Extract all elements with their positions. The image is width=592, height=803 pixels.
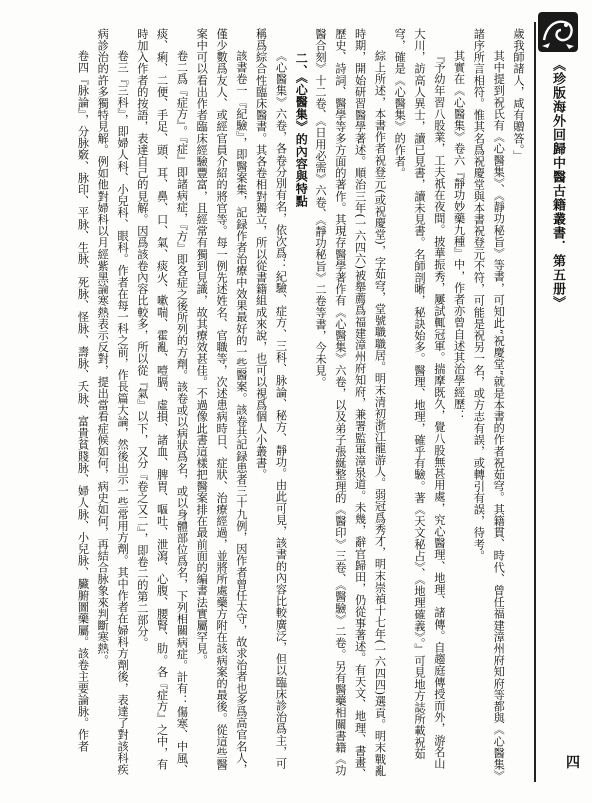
paragraph: 卷二爲『症方』。『症』即諸病症，『方』即各症之後所列的方劑。該卷或以病狀爲名，或以身體部位爲名，下列相關病症。計有：傷寒、中風、痰、痢、二便、手足、頭、耳、鼻、口、氣、痰火、嗽喘、霍亂、噎膈、虛損、諸血、脾胃、嘔吐、泄瀉、心腹、腰腎、肋。各『症方』之中，有時加入作者的按語，表達自己的見解。因爲該卷內容比較多，所以從『氣』以下，又分『卷之又二』，即卷二的第二部分。 [135,28,189,776]
paragraph: 卷四『脉論』，分脉竅、脉印、平脉、生脉、死脉、怪脉、壽脉、夭脉、富貴貧賤脉、婦人脉、小兒脉、臟腑圖藥屬。該卷主要論脉。作者 [76,50,90,753]
paragraph: 卷三『三科』，即婦人科、小兒科、眼科。作者在每一科之前，作長篇大論，然後出示一些常用方劑。其中作者在婦科方劑後，表達了對該科疾病診治的許多獨特見解。例如他對婦科以月經紫黑論寒熱表示反對，提出當看症候如何，病史如何，再結合脉象來判斷寒熱。 [96,28,130,776]
header-divider [534,22,536,782]
section-heading: 二、《心醫集》的內容與特點 [294,52,309,208]
paragraph: 其中提到祝氏有《心醫集》、《靜功秘旨》等書，可知此“祝慶堂”就是本書的作者祝茹穹。其籍貫、時代、曾任福建漳州府知府等都與《心醫集》諸序所言相符。惟其名爲祝慶堂與本書祝登元不符，可能是祝另一名，或方志有誤，或轉引有誤，待考。 [472,28,506,777]
dragon-seal-icon [536,10,580,54]
paragraph: 該書卷一『紀驗』，即醫案集，記録作者治療中效果最好的一些醫案。該卷共記録患者三十九例，因作者曾任太守，故求治者也多爲高官名人，僅少數爲友人、或經官員介紹的將官等。每一例先述姓名、官職等，次述患病時日、症狀、治療經過，並將所處藥方附在該病案的最後。從這些醫案中可以看出作者臨床經驗豐富，且經常有獨到見識，故其療效甚佳。不過像此書這樣把醫案排在最前面的編書法實屬罕見。 [195,28,248,776]
paragraph: 『予幼年習八股業，工夫祇在夜間。披華振秀，屢試輒冠軍。揣摩既久，覺八股無甚用處，究心醫理、地理、諸傳。自趨庭傳授而外，游名山大川，訪高人異士，讀已見書，讀未見書。名師剖晰，秘訣始多。醫理、地理，確乎有驗。著《天文秘占》、《地理確義》。』可見地方誌所載祝茹穹，確是《心醫集》的作者。 [393,28,446,770]
paragraph: 《心醫集》六卷，各卷分別有名，依次爲：紀驗、症方、三科、脉論、秘方、靜功。由此可見，該書的內容比較廣泛，但以臨床診治爲主，可稱爲綜合性臨床醫書。其各卷相對獨立，所以從書籍組成來說，也可以視爲個人小叢書。 [254,28,288,770]
page-number: 四 [566,755,580,771]
paragraph: 歲我師諸人，咸有贈答。」 [512,28,525,162]
body-text [70,28,528,780]
paragraph: 其實在《心醫集》卷六『靜功妙藥九種』中，作者亦曾自述其治學經歷： [452,50,466,422]
paragraph: 綜上所述，本書作者祝登元(或祝慶堂)，字茹穹，堂號職職居。明末清初浙江龍游人。弱冠爲秀才，明末崇禎十七年(一六四四)選貢。明末戰亂時期，開始研習醫學著述。順治三年(一六四六)被舉薦爲福建漳州府知府，兼署監軍漳泉道。未幾，辭官歸田，仍從事著述。有天文、地理、書畫、歷史、詩詞、醫學等多方面的著作。其現存醫學著作有《心醫集》六卷，以及弟子張綖整理的《醫印》三卷、《醫驗》二卷。另有醫藥相關書籍《功醫合刻》十二卷、《日用必需》六卷、《靜功秘旨》二卷等書，今未見。 [314,28,387,780]
series-title: 《珍版海外回歸中醫古籍叢書．第五册》 [550,58,565,310]
